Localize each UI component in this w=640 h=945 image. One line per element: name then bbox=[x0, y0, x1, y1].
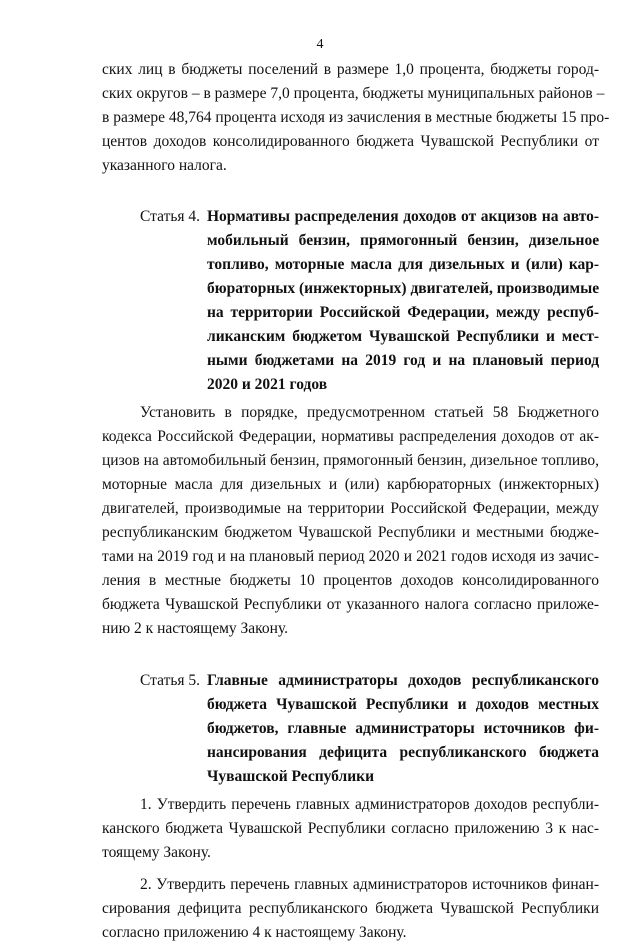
title-line: Чувашской Республики bbox=[207, 768, 375, 785]
text-line: нию 2 к настоящему Закону. bbox=[102, 620, 289, 637]
text-line: цизов на автомобильный бензин, прямогонный бензин, дизельное топливо, bbox=[102, 452, 599, 469]
text-line: кодекса Российской Федерации, нормативы распределения доходов от ак- bbox=[102, 428, 599, 445]
text-line: указанного налога. bbox=[102, 157, 227, 174]
text-line: тами на 2019 год и на плановый период 2020 и 2021 годов исходя из зачис- bbox=[102, 548, 599, 565]
title-line: Главные администраторы доходов республиканского bbox=[207, 672, 599, 689]
article-5-item-1 bbox=[102, 793, 599, 865]
document-body bbox=[102, 58, 610, 945]
article-label: Статья 5. bbox=[140, 672, 201, 689]
text-line: ских округов – в размере 7,0 процента, бюджеты муниципальных районов – bbox=[102, 85, 605, 102]
text-line: сирования дефицита республиканского бюджета Чувашской Республики bbox=[102, 900, 599, 917]
text-line: 1. Утвердить перечень главных администраторов доходов республи- bbox=[140, 796, 599, 813]
text-line: канского бюджета Чувашской Республики согласно приложению 3 к нас- bbox=[102, 820, 599, 837]
intro-paragraph bbox=[102, 58, 610, 178]
text-line: тоящему Закону. bbox=[102, 844, 211, 861]
page-number: 4 bbox=[316, 37, 324, 52]
text-line: двигателей, производимые на территории Российской Федерации, между bbox=[102, 500, 599, 517]
article-label: Статья 4. bbox=[140, 208, 201, 225]
title-line: 2020 и 2021 годов bbox=[207, 376, 328, 393]
title-line: ными бюджетами на 2019 год и на плановый период bbox=[207, 352, 600, 369]
article-title bbox=[207, 205, 599, 397]
text-line: 2. Утвердить перечень главных администраторов источников финан- bbox=[140, 876, 599, 893]
article-title bbox=[207, 669, 599, 789]
title-line: бюджетов, главные администраторы источников фи- bbox=[207, 720, 599, 737]
text-line: в размере 48,764 процента исходя из зачисления в местные бюджеты 15 про- bbox=[102, 109, 610, 126]
title-line: Нормативы распределения доходов от акцизов на авто- bbox=[207, 208, 600, 225]
text-line: бюджета Чувашской Республики от указанного налога согласно приложе- bbox=[102, 596, 599, 613]
text-line: ления в местные бюджеты 10 процентов доходов консолидированного bbox=[102, 572, 599, 589]
title-line: бюджета Чувашской Республики и доходов местных bbox=[207, 696, 599, 713]
title-line: топливо, моторные масла для дизельных и (или) кар- bbox=[207, 256, 600, 273]
article-4-body bbox=[102, 401, 599, 641]
article-5-heading bbox=[102, 669, 599, 789]
title-line: на территории Российской Федерации, между респуб- bbox=[207, 304, 600, 321]
text-line: Установить в порядке, предусмотренном статьей 58 Бюджетного bbox=[140, 404, 599, 421]
article-5-item-2 bbox=[102, 873, 599, 945]
article-4-heading bbox=[102, 205, 599, 397]
title-line: мобильный бензин, прямогонный бензин, дизельное bbox=[207, 232, 600, 249]
text-line: согласно приложению 4 к настоящему Закону. bbox=[102, 924, 407, 941]
title-line: бюраторных (инжекторных) двигателей, производимые bbox=[207, 280, 600, 297]
text-line: моторные масла для дизельных и (или) карбюраторных (инжекторных) bbox=[102, 476, 599, 493]
title-line: ликанским бюджетом Чувашской Республики и мест- bbox=[207, 328, 600, 345]
text-line: центов доходов консолидированного бюджета Чувашской Республики от bbox=[102, 133, 599, 150]
text-line: республиканским бюджетом Чувашской Республики и местными бюдже- bbox=[102, 524, 599, 541]
text-line: ских лиц в бюджеты поселений в размере 1,0 процента, бюджеты город- bbox=[102, 61, 599, 78]
title-line: нансирования дефицита республиканского бюджета bbox=[207, 744, 599, 761]
